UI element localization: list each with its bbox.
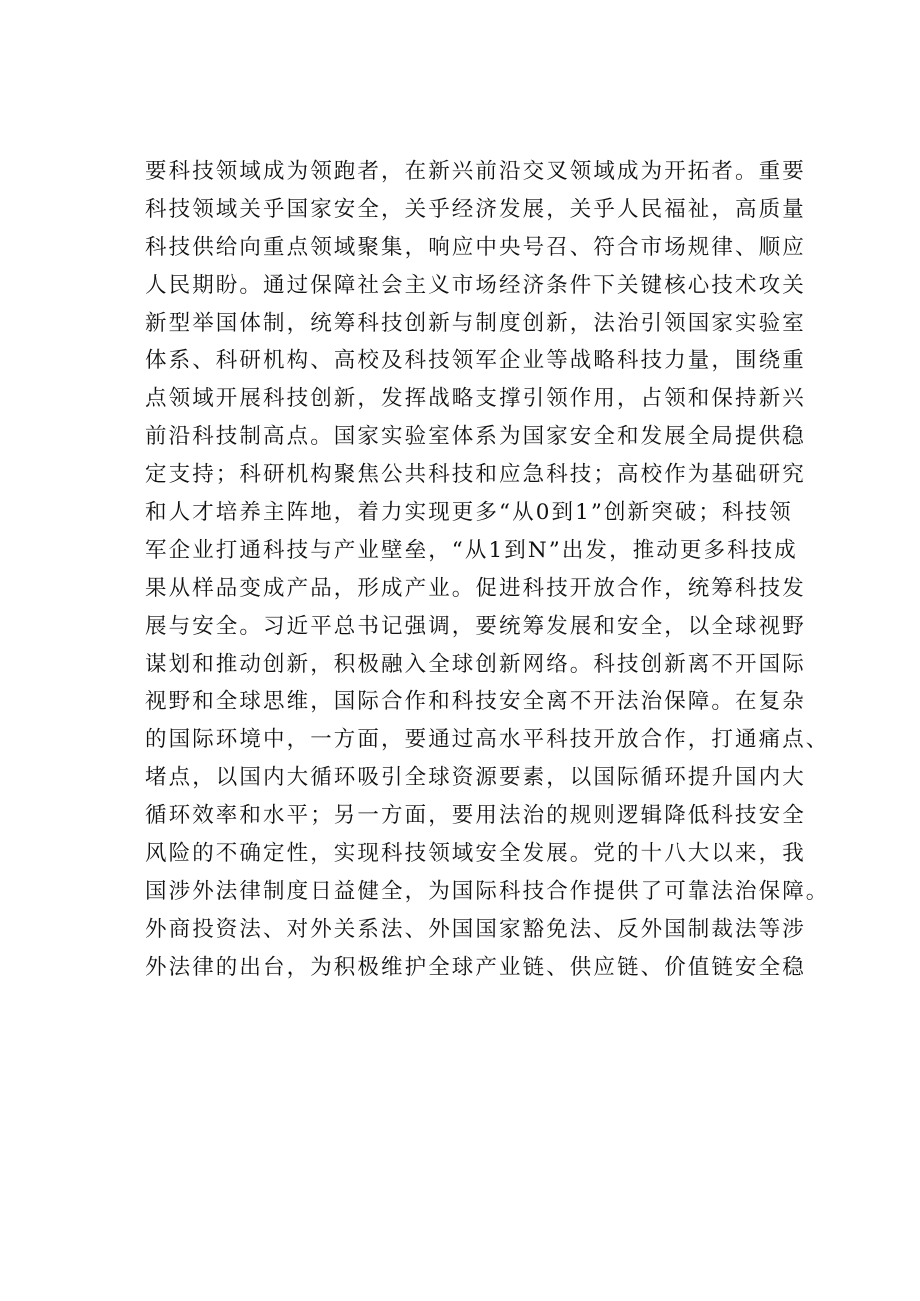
text-line: 外商投资法、对外关系法、外国国家豁免法、反外国制裁法等涉 <box>145 916 806 942</box>
text-line: 谋划和推动创新，积极融入全球创新网络。科技创新离不开国际 <box>145 651 806 677</box>
body-paragraph <box>145 153 830 987</box>
text-line: 体系、科研机构、高校及科技领军企业等战略科技力量，围绕重 <box>145 348 806 374</box>
text-line: 视野和全球思维，国际合作和科技安全离不开法治保障。在复杂 <box>145 689 806 715</box>
text-line: 科技供给向重点领域聚集，响应中央号召、符合市场规律、顺应 <box>145 234 806 260</box>
text-line: 国涉外法律制度日益健全，为国际科技合作提供了可靠法治保障。 <box>145 878 830 904</box>
text-line: 循环效率和水平；另一方面，要用法治的规则逻辑降低科技安全 <box>145 803 806 829</box>
text-line: 展与安全。习近平总书记强调，要统筹发展和安全，以全球视野 <box>145 613 806 639</box>
text-line: 定支持；科研机构聚焦公共科技和应急科技；高校作为基础研究 <box>145 462 806 488</box>
text-line: 外法律的出台，为积极维护全球产业链、供应链、价值链安全稳 <box>145 954 806 980</box>
text-line: 科技领域关乎国家安全，关乎经济发展，关乎人民福祉，高质量 <box>145 196 806 222</box>
text-line: 人民期盼。通过保障社会主义市场经济条件下关键核心技术攻关 <box>145 272 806 298</box>
text-line: 和人才培养主阵地，着力实现更多“从0到1”创新突破；科技领 <box>145 500 793 526</box>
text-line: 果从样品变成产品，形成产业。促进科技开放合作，统筹科技发 <box>145 575 806 601</box>
text-line: 风险的不确定性，实现科技领域安全发展。党的十八大以来，我 <box>145 841 806 867</box>
text-line: 军企业打通科技与产业壁垒，“从1到N”出发，推动更多科技成 <box>145 537 798 563</box>
text-line: 的国际环境中，一方面，要通过高水平科技开放合作，打通痛点、 <box>145 727 830 753</box>
text-line: 前沿科技制高点。国家实验室体系为国家安全和发展全局提供稳 <box>145 424 806 450</box>
text-line: 新型举国体制，统筹科技创新与制度创新，法治引领国家实验室 <box>145 310 806 336</box>
text-line: 要科技领域成为领跑者，在新兴前沿交叉领域成为开拓者。重要 <box>145 159 806 184</box>
text-line: 点领域开展科技创新，发挥战略支撑引领作用，占领和保持新兴 <box>145 386 806 412</box>
text-line: 堵点，以国内大循环吸引全球资源要素，以国际循环提升国内大 <box>145 765 806 791</box>
